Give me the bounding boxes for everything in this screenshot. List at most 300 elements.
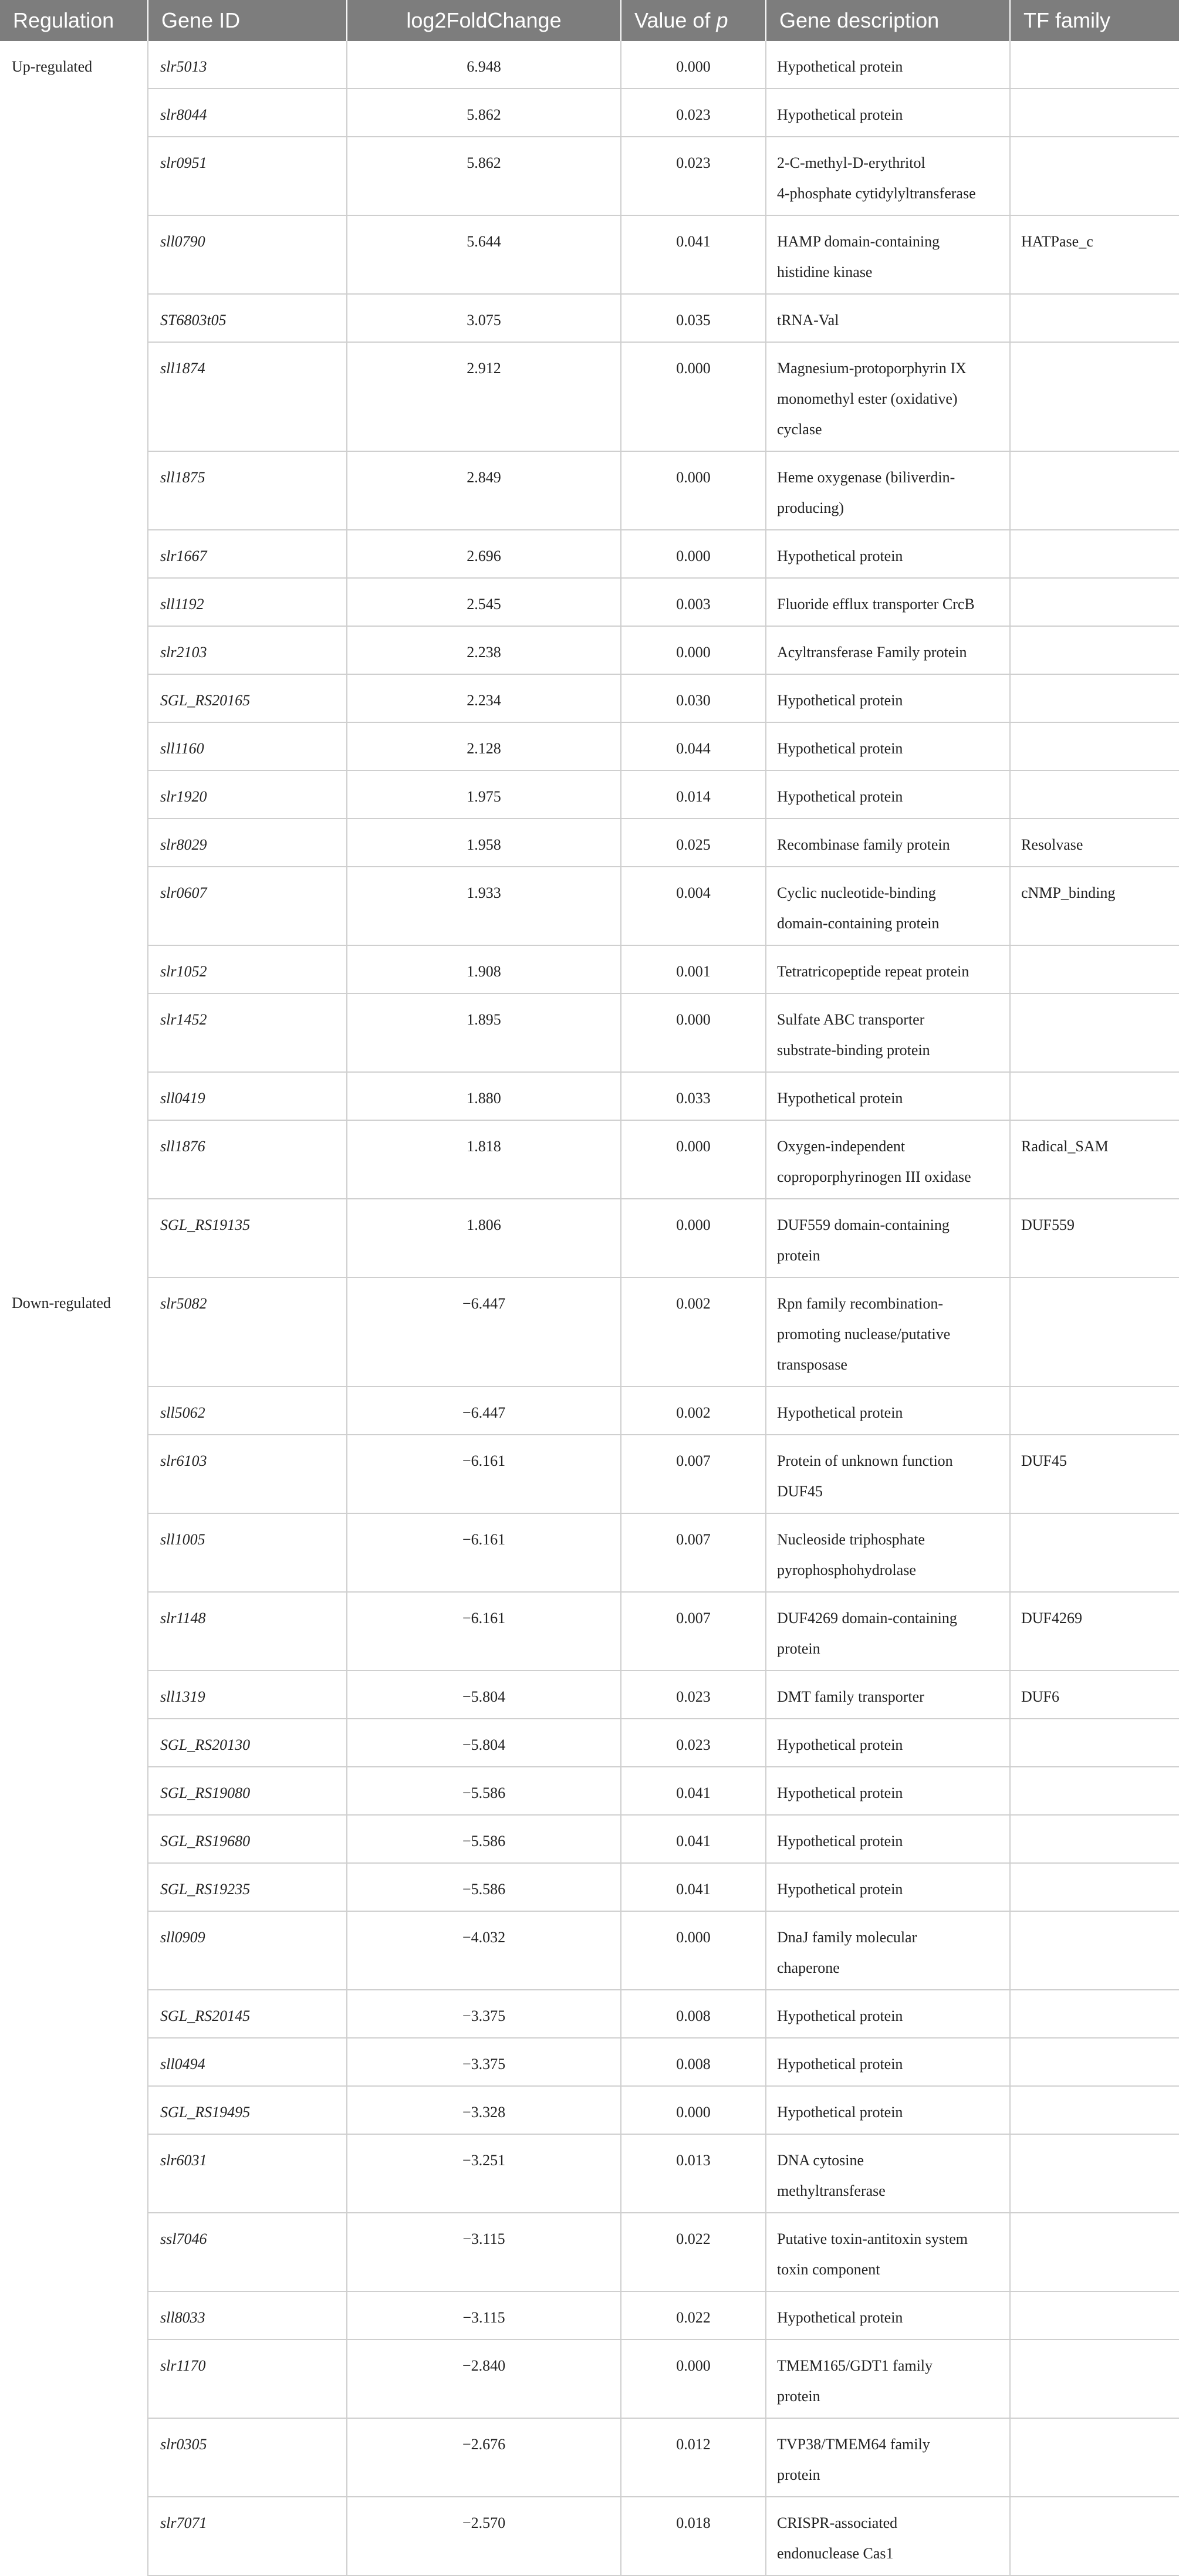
gene-description-cell — [766, 1815, 1010, 1863]
gene-description-line: Hypothetical protein — [777, 740, 903, 757]
table-row — [0, 1815, 1179, 1863]
gene-description-line: Rpn family recombination- — [777, 1295, 944, 1312]
gene-id-cell: sll5062 — [148, 1387, 347, 1435]
gene-description-line: 2-C-methyl-D-erythritol — [777, 154, 925, 171]
tf-family-cell — [1010, 41, 1179, 89]
log2foldchange-cell: 2.234 — [347, 674, 621, 722]
table-row — [0, 41, 1179, 89]
gene-description-line: substrate-binding protein — [777, 1042, 930, 1059]
header-p-symbol: p — [716, 8, 728, 32]
table-row — [0, 722, 1179, 770]
gene-id-cell: slr0607 — [148, 867, 347, 945]
gene-description-line: Hypothetical protein — [777, 788, 903, 805]
table-row — [0, 2497, 1179, 2575]
header-p-value-prefix: Value of — [634, 8, 717, 32]
gene-description-cell — [766, 819, 1010, 867]
table-body — [0, 41, 1179, 2575]
tf-family-cell — [1010, 2134, 1179, 2213]
tf-family-cell — [1010, 1990, 1179, 2038]
p-value-cell: 0.033 — [621, 1072, 766, 1120]
log2foldchange-cell: −6.161 — [347, 1435, 621, 1513]
p-value-cell: 0.004 — [621, 867, 766, 945]
p-value-cell: 0.000 — [621, 626, 766, 674]
gene-id-cell: slr2103 — [148, 626, 347, 674]
gene-description-cell — [766, 2291, 1010, 2340]
gene-description-line: 4-phosphate cytidylyltransferase — [777, 185, 976, 202]
gene-id-cell: SGL_RS19680 — [148, 1815, 347, 1863]
table-row — [0, 1277, 1179, 1387]
gene-description-line: producing) — [777, 499, 844, 516]
gene-description-line: Acyltransferase Family protein — [777, 644, 967, 661]
p-value-cell: 0.012 — [621, 2418, 766, 2497]
gene-description-line: TMEM165/GDT1 family — [777, 2357, 933, 2374]
gene-description-cell — [766, 945, 1010, 993]
p-value-cell: 0.000 — [621, 41, 766, 89]
table-row — [0, 819, 1179, 867]
gene-description-line: monomethyl ester (oxidative) — [777, 390, 958, 407]
table-row — [0, 1911, 1179, 1990]
header-tf-family: TF family — [1023, 8, 1110, 32]
gene-id-cell: sll0909 — [148, 1911, 347, 1990]
gene-description-cell — [766, 1990, 1010, 2038]
gene-id-cell: slr7071 — [148, 2497, 347, 2575]
tf-family-cell — [1010, 89, 1179, 137]
log2foldchange-cell: 5.862 — [347, 137, 621, 215]
table-row — [0, 770, 1179, 819]
p-value-cell: 0.008 — [621, 2038, 766, 2086]
gene-id-cell: slr1170 — [148, 2340, 347, 2418]
gene-id-cell: sll1319 — [148, 1671, 347, 1719]
tf-family-cell — [1010, 451, 1179, 530]
p-value-cell: 0.023 — [621, 89, 766, 137]
gene-description-line: Hypothetical protein — [777, 2309, 903, 2326]
gene-description-cell — [766, 2497, 1010, 2575]
header-regulation: Regulation — [0, 0, 148, 41]
p-value-cell: 0.023 — [621, 137, 766, 215]
tf-family-cell — [1010, 945, 1179, 993]
tf-family-cell — [1010, 2038, 1179, 2086]
gene-description-cell — [766, 89, 1010, 137]
gene-id-cell: SGL_RS20130 — [148, 1719, 347, 1767]
gene-description-cell — [766, 530, 1010, 578]
p-value-cell: 0.008 — [621, 1990, 766, 2038]
log2foldchange-cell: −3.328 — [347, 2086, 621, 2134]
tf-family-cell — [1010, 2291, 1179, 2340]
gene-id-cell: slr5082 — [148, 1277, 347, 1387]
header-gene-id: Gene ID — [148, 0, 347, 41]
gene-description-cell — [766, 1671, 1010, 1719]
p-value-cell: 0.000 — [621, 530, 766, 578]
gene-description-cell — [766, 722, 1010, 770]
gene-id-cell: sll0790 — [148, 215, 347, 294]
gene-description-line: Hypothetical protein — [777, 1404, 903, 1421]
gene-description-cell — [766, 1435, 1010, 1513]
tf-family-cell — [1010, 1719, 1179, 1767]
header-log2foldchange: log2FoldChange — [347, 0, 621, 41]
gene-id-cell: SGL_RS20145 — [148, 1990, 347, 2038]
gene-description-cell — [766, 1120, 1010, 1199]
gene-description-line: Magnesium-protoporphyrin IX — [777, 360, 967, 377]
table-row — [0, 451, 1179, 530]
table-row — [0, 294, 1179, 342]
table-row — [0, 1592, 1179, 1671]
p-value-cell: 0.000 — [621, 1199, 766, 1277]
gene-id-cell: slr8029 — [148, 819, 347, 867]
gene-description-line: Cyclic nucleotide-binding — [777, 884, 936, 901]
table-row — [0, 215, 1179, 294]
gene-description-line: Tetratricopeptide repeat protein — [777, 963, 969, 980]
log2foldchange-cell: −3.375 — [347, 1990, 621, 2038]
log2foldchange-cell: 1.908 — [347, 945, 621, 993]
log2foldchange-cell: −5.586 — [347, 1767, 621, 1815]
gene-description-line: chaperone — [777, 1959, 840, 1976]
gene-description-cell — [766, 993, 1010, 1072]
table-row — [0, 2340, 1179, 2418]
log2foldchange-cell: 2.545 — [347, 578, 621, 626]
log2foldchange-cell: 5.644 — [347, 215, 621, 294]
tf-family-cell — [1010, 674, 1179, 722]
tf-family-cell — [1010, 1277, 1179, 1387]
log2foldchange-cell: −5.586 — [347, 1863, 621, 1911]
tf-family-cell — [1010, 1513, 1179, 1592]
log2foldchange-cell: −5.586 — [347, 1815, 621, 1863]
gene-description-line: Hypothetical protein — [777, 2056, 903, 2073]
tf-family-cell — [1010, 722, 1179, 770]
gene-description-line: Hypothetical protein — [777, 106, 903, 123]
table-row — [0, 137, 1179, 215]
tf-family-cell: DUF6 — [1010, 1671, 1179, 1719]
gene-id-cell: sll1874 — [148, 342, 347, 451]
p-value-cell: 0.018 — [621, 2497, 766, 2575]
gene-description-line: Hypothetical protein — [777, 58, 903, 75]
gene-description-cell — [766, 1513, 1010, 1592]
table-row — [0, 993, 1179, 1072]
log2foldchange-cell: −6.447 — [347, 1387, 621, 1435]
p-value-cell: 0.025 — [621, 819, 766, 867]
gene-description-line: Hypothetical protein — [777, 1736, 903, 1753]
table-row — [0, 1387, 1179, 1435]
p-value-cell: 0.022 — [621, 2291, 766, 2340]
gene-id-cell: sll1875 — [148, 451, 347, 530]
tf-family-cell — [1010, 2497, 1179, 2575]
tf-family-cell: HATPase_c — [1010, 215, 1179, 294]
gene-id-cell: slr0305 — [148, 2418, 347, 2497]
tf-family-cell — [1010, 1387, 1179, 1435]
table-row — [0, 1072, 1179, 1120]
gene-description-line: Hypothetical protein — [777, 1784, 903, 1801]
tf-family-cell — [1010, 2213, 1179, 2291]
gene-description-cell — [766, 1767, 1010, 1815]
gene-description-cell — [766, 342, 1010, 451]
log2foldchange-cell: 1.880 — [347, 1072, 621, 1120]
p-value-cell: 0.002 — [621, 1277, 766, 1387]
table-row — [0, 1863, 1179, 1911]
gene-description-line: toxin component — [777, 2261, 880, 2278]
regulation-group-label: Down-regulated — [0, 1277, 148, 2575]
p-value-cell: 0.000 — [621, 451, 766, 530]
tf-family-cell — [1010, 342, 1179, 451]
table-row — [0, 1719, 1179, 1767]
header-p-value — [621, 0, 766, 41]
gene-description-line: Hypothetical protein — [777, 692, 903, 709]
tf-family-cell — [1010, 626, 1179, 674]
gene-description-line: Recombinase family protein — [777, 836, 950, 853]
p-value-cell: 0.013 — [621, 2134, 766, 2213]
gene-id-cell: ST6803t05 — [148, 294, 347, 342]
table-header — [0, 0, 1179, 41]
gene-id-cell: sll1876 — [148, 1120, 347, 1199]
log2foldchange-cell: −2.840 — [347, 2340, 621, 2418]
gene-description-line: Heme oxygenase (biliverdin- — [777, 469, 955, 486]
gene-id-cell: sll1192 — [148, 578, 347, 626]
gene-description-cell — [766, 451, 1010, 530]
gene-description-line: Hypothetical protein — [777, 1833, 903, 1850]
gene-description-line: protein — [777, 1640, 820, 1657]
table-row — [0, 578, 1179, 626]
gene-description-line: pyrophosphohydrolase — [777, 1561, 916, 1578]
tf-family-cell: DUF559 — [1010, 1199, 1179, 1277]
table-row — [0, 1990, 1179, 2038]
gene-description-line: tRNA-Val — [777, 312, 839, 329]
table-row — [0, 2213, 1179, 2291]
p-value-cell: 0.000 — [621, 993, 766, 1072]
tf-family-cell — [1010, 1767, 1179, 1815]
tf-family-cell: Radical_SAM — [1010, 1120, 1179, 1199]
p-value-cell: 0.003 — [621, 578, 766, 626]
gene-description-cell — [766, 2340, 1010, 2418]
p-value-cell: 0.023 — [621, 1719, 766, 1767]
tf-family-cell — [1010, 993, 1179, 1072]
table-row — [0, 2038, 1179, 2086]
tf-family-cell — [1010, 137, 1179, 215]
gene-id-cell: ssl7046 — [148, 2213, 347, 2291]
gene-description-cell — [766, 41, 1010, 89]
gene-description-cell — [766, 2134, 1010, 2213]
gene-description-line: CRISPR-associated — [777, 2514, 898, 2531]
log2foldchange-cell: −3.115 — [347, 2213, 621, 2291]
p-value-cell: 0.035 — [621, 294, 766, 342]
p-value-cell: 0.002 — [621, 1387, 766, 1435]
gene-id-cell: slr6103 — [148, 1435, 347, 1513]
gene-id-cell: sll8033 — [148, 2291, 347, 2340]
table-row — [0, 2134, 1179, 2213]
tf-family-cell — [1010, 1815, 1179, 1863]
gene-description-line: protein — [777, 1247, 820, 1264]
gene-description-line: Protein of unknown function — [777, 1452, 953, 1469]
p-value-cell: 0.030 — [621, 674, 766, 722]
tf-family-cell — [1010, 294, 1179, 342]
log2foldchange-cell: −5.804 — [347, 1671, 621, 1719]
table-row — [0, 1120, 1179, 1199]
p-value-cell: 0.000 — [621, 2086, 766, 2134]
log2foldchange-cell: 1.933 — [347, 867, 621, 945]
p-value-cell: 0.041 — [621, 1815, 766, 1863]
gene-id-cell: slr1667 — [148, 530, 347, 578]
header-gene-description: Gene description — [766, 0, 1010, 41]
gene-description-line: domain-containing protein — [777, 915, 940, 932]
table-row — [0, 342, 1179, 451]
log2foldchange-cell: −6.161 — [347, 1592, 621, 1671]
gene-id-cell: sll1160 — [148, 722, 347, 770]
gene-description-cell — [766, 1719, 1010, 1767]
log2foldchange-cell: 2.238 — [347, 626, 621, 674]
gene-description-cell — [766, 2418, 1010, 2497]
gene-id-cell: slr1148 — [148, 1592, 347, 1671]
gene-description-line: Sulfate ABC transporter — [777, 1011, 925, 1028]
gene-description-line: TVP38/TMEM64 family — [777, 2436, 930, 2453]
regulation-group-label: Up-regulated — [0, 41, 148, 1277]
p-value-cell: 0.044 — [621, 722, 766, 770]
log2foldchange-cell: −5.804 — [347, 1719, 621, 1767]
gene-description-line: DUF4269 domain-containing — [777, 1610, 957, 1627]
log2foldchange-cell: 2.849 — [347, 451, 621, 530]
log2foldchange-cell: −3.375 — [347, 2038, 621, 2086]
gene-description-cell — [766, 626, 1010, 674]
p-value-cell: 0.000 — [621, 1911, 766, 1990]
p-value-cell: 0.000 — [621, 1120, 766, 1199]
header-row — [0, 0, 1179, 41]
gene-description-line: protein — [777, 2388, 820, 2405]
table-row — [0, 1671, 1179, 1719]
gene-description-line: endonuclease Cas1 — [777, 2545, 894, 2562]
tf-family-cell — [1010, 1072, 1179, 1120]
tf-family-cell — [1010, 1911, 1179, 1990]
gene-description-cell — [766, 2086, 1010, 2134]
table-row — [0, 945, 1179, 993]
tf-family-cell — [1010, 530, 1179, 578]
table-row — [0, 2086, 1179, 2134]
gene-description-line: histidine kinase — [777, 263, 873, 280]
table-row — [0, 867, 1179, 945]
log2foldchange-cell: −6.161 — [347, 1513, 621, 1592]
gene-description-line: Putative toxin-antitoxin system — [777, 2230, 968, 2247]
gene-id-cell: slr5013 — [148, 41, 347, 89]
gene-description-cell — [766, 2213, 1010, 2291]
table-row — [0, 1513, 1179, 1592]
p-value-cell: 0.000 — [621, 2340, 766, 2418]
gene-id-cell: SGL_RS19235 — [148, 1863, 347, 1911]
p-value-cell: 0.007 — [621, 1513, 766, 1592]
table-row — [0, 2291, 1179, 2340]
table-row — [0, 530, 1179, 578]
gene-description-line: HAMP domain-containing — [777, 233, 940, 250]
p-value-cell: 0.023 — [621, 1671, 766, 1719]
gene-description-cell — [766, 2038, 1010, 2086]
log2foldchange-cell: 6.948 — [347, 41, 621, 89]
log2foldchange-cell: 1.818 — [347, 1120, 621, 1199]
table-row — [0, 1199, 1179, 1277]
gene-description-line: Hypothetical protein — [777, 2104, 903, 2121]
table-row — [0, 674, 1179, 722]
log2foldchange-cell: −3.251 — [347, 2134, 621, 2213]
gene-id-cell: sll1005 — [148, 1513, 347, 1592]
gene-description-cell — [766, 215, 1010, 294]
gene-description-line: Hypothetical protein — [777, 2007, 903, 2024]
p-value-cell: 0.041 — [621, 1863, 766, 1911]
gene-description-line: DUF45 — [777, 1483, 823, 1500]
gene-description-line: methyltransferase — [777, 2182, 886, 2199]
log2foldchange-cell: −3.115 — [347, 2291, 621, 2340]
gene-description-line: Nucleoside triphosphate — [777, 1531, 925, 1548]
gene-description-line: promoting nuclease/putative — [777, 1326, 951, 1343]
gene-id-cell: slr1052 — [148, 945, 347, 993]
tf-family-cell: Resolvase — [1010, 819, 1179, 867]
gene-description-line: Hypothetical protein — [777, 1090, 903, 1107]
gene-description-cell — [766, 674, 1010, 722]
gene-description-line: transposase — [777, 1356, 847, 1373]
p-value-cell: 0.014 — [621, 770, 766, 819]
log2foldchange-cell: 5.862 — [347, 89, 621, 137]
gene-description-cell — [766, 1199, 1010, 1277]
p-value-cell: 0.041 — [621, 215, 766, 294]
gene-id-cell: SGL_RS19080 — [148, 1767, 347, 1815]
table-row — [0, 626, 1179, 674]
gene-description-line: Fluoride efflux transporter CrcB — [777, 596, 975, 613]
tf-family-cell: cNMP_binding — [1010, 867, 1179, 945]
gene-id-cell: SGL_RS20165 — [148, 674, 347, 722]
p-value-cell: 0.000 — [621, 342, 766, 451]
log2foldchange-cell: 1.958 — [347, 819, 621, 867]
gene-id-cell: slr0951 — [148, 137, 347, 215]
log2foldchange-cell: 1.806 — [347, 1199, 621, 1277]
log2foldchange-cell: −2.676 — [347, 2418, 621, 2497]
log2foldchange-cell: −4.032 — [347, 1911, 621, 1990]
gene-description-line: Oxygen-independent — [777, 1138, 906, 1155]
gene-description-line: Hypothetical protein — [777, 1881, 903, 1898]
gene-id-cell: slr1452 — [148, 993, 347, 1072]
gene-description-cell — [766, 1911, 1010, 1990]
p-value-cell: 0.041 — [621, 1767, 766, 1815]
table-row — [0, 1767, 1179, 1815]
gene-id-cell: slr8044 — [148, 89, 347, 137]
table-row — [0, 1435, 1179, 1513]
gene-description-cell — [766, 137, 1010, 215]
log2foldchange-cell: 2.912 — [347, 342, 621, 451]
log2foldchange-cell: −2.570 — [347, 2497, 621, 2575]
gene-description-cell — [766, 1072, 1010, 1120]
tf-family-cell — [1010, 2340, 1179, 2418]
gene-id-cell: sll0419 — [148, 1072, 347, 1120]
log2foldchange-cell: 2.696 — [347, 530, 621, 578]
log2foldchange-cell: 3.075 — [347, 294, 621, 342]
gene-description-line: DNA cytosine — [777, 2152, 864, 2169]
gene-description-cell — [766, 1863, 1010, 1911]
tf-family-cell: DUF45 — [1010, 1435, 1179, 1513]
p-value-cell: 0.022 — [621, 2213, 766, 2291]
gene-id-cell: slr6031 — [148, 2134, 347, 2213]
gene-description-cell — [766, 578, 1010, 626]
gene-description-cell — [766, 1592, 1010, 1671]
gene-id-cell: SGL_RS19135 — [148, 1199, 347, 1277]
log2foldchange-cell: 2.128 — [347, 722, 621, 770]
gene-id-cell: slr1920 — [148, 770, 347, 819]
tf-family-cell — [1010, 2086, 1179, 2134]
tf-family-cell — [1010, 578, 1179, 626]
table-row — [0, 2418, 1179, 2497]
log2foldchange-cell: 1.895 — [347, 993, 621, 1072]
gene-description-cell — [766, 1387, 1010, 1435]
gene-description-cell — [766, 770, 1010, 819]
gene-description-line: cyclase — [777, 421, 822, 438]
tf-family-cell — [1010, 2418, 1179, 2497]
gene-description-cell — [766, 294, 1010, 342]
log2foldchange-cell: 1.975 — [347, 770, 621, 819]
table-row — [0, 89, 1179, 137]
gene-description-line: protein — [777, 2466, 820, 2483]
gene-description-line: coproporphyrinogen III oxidase — [777, 1168, 971, 1185]
log2foldchange-cell: −6.447 — [347, 1277, 621, 1387]
gene-description-cell — [766, 1277, 1010, 1387]
